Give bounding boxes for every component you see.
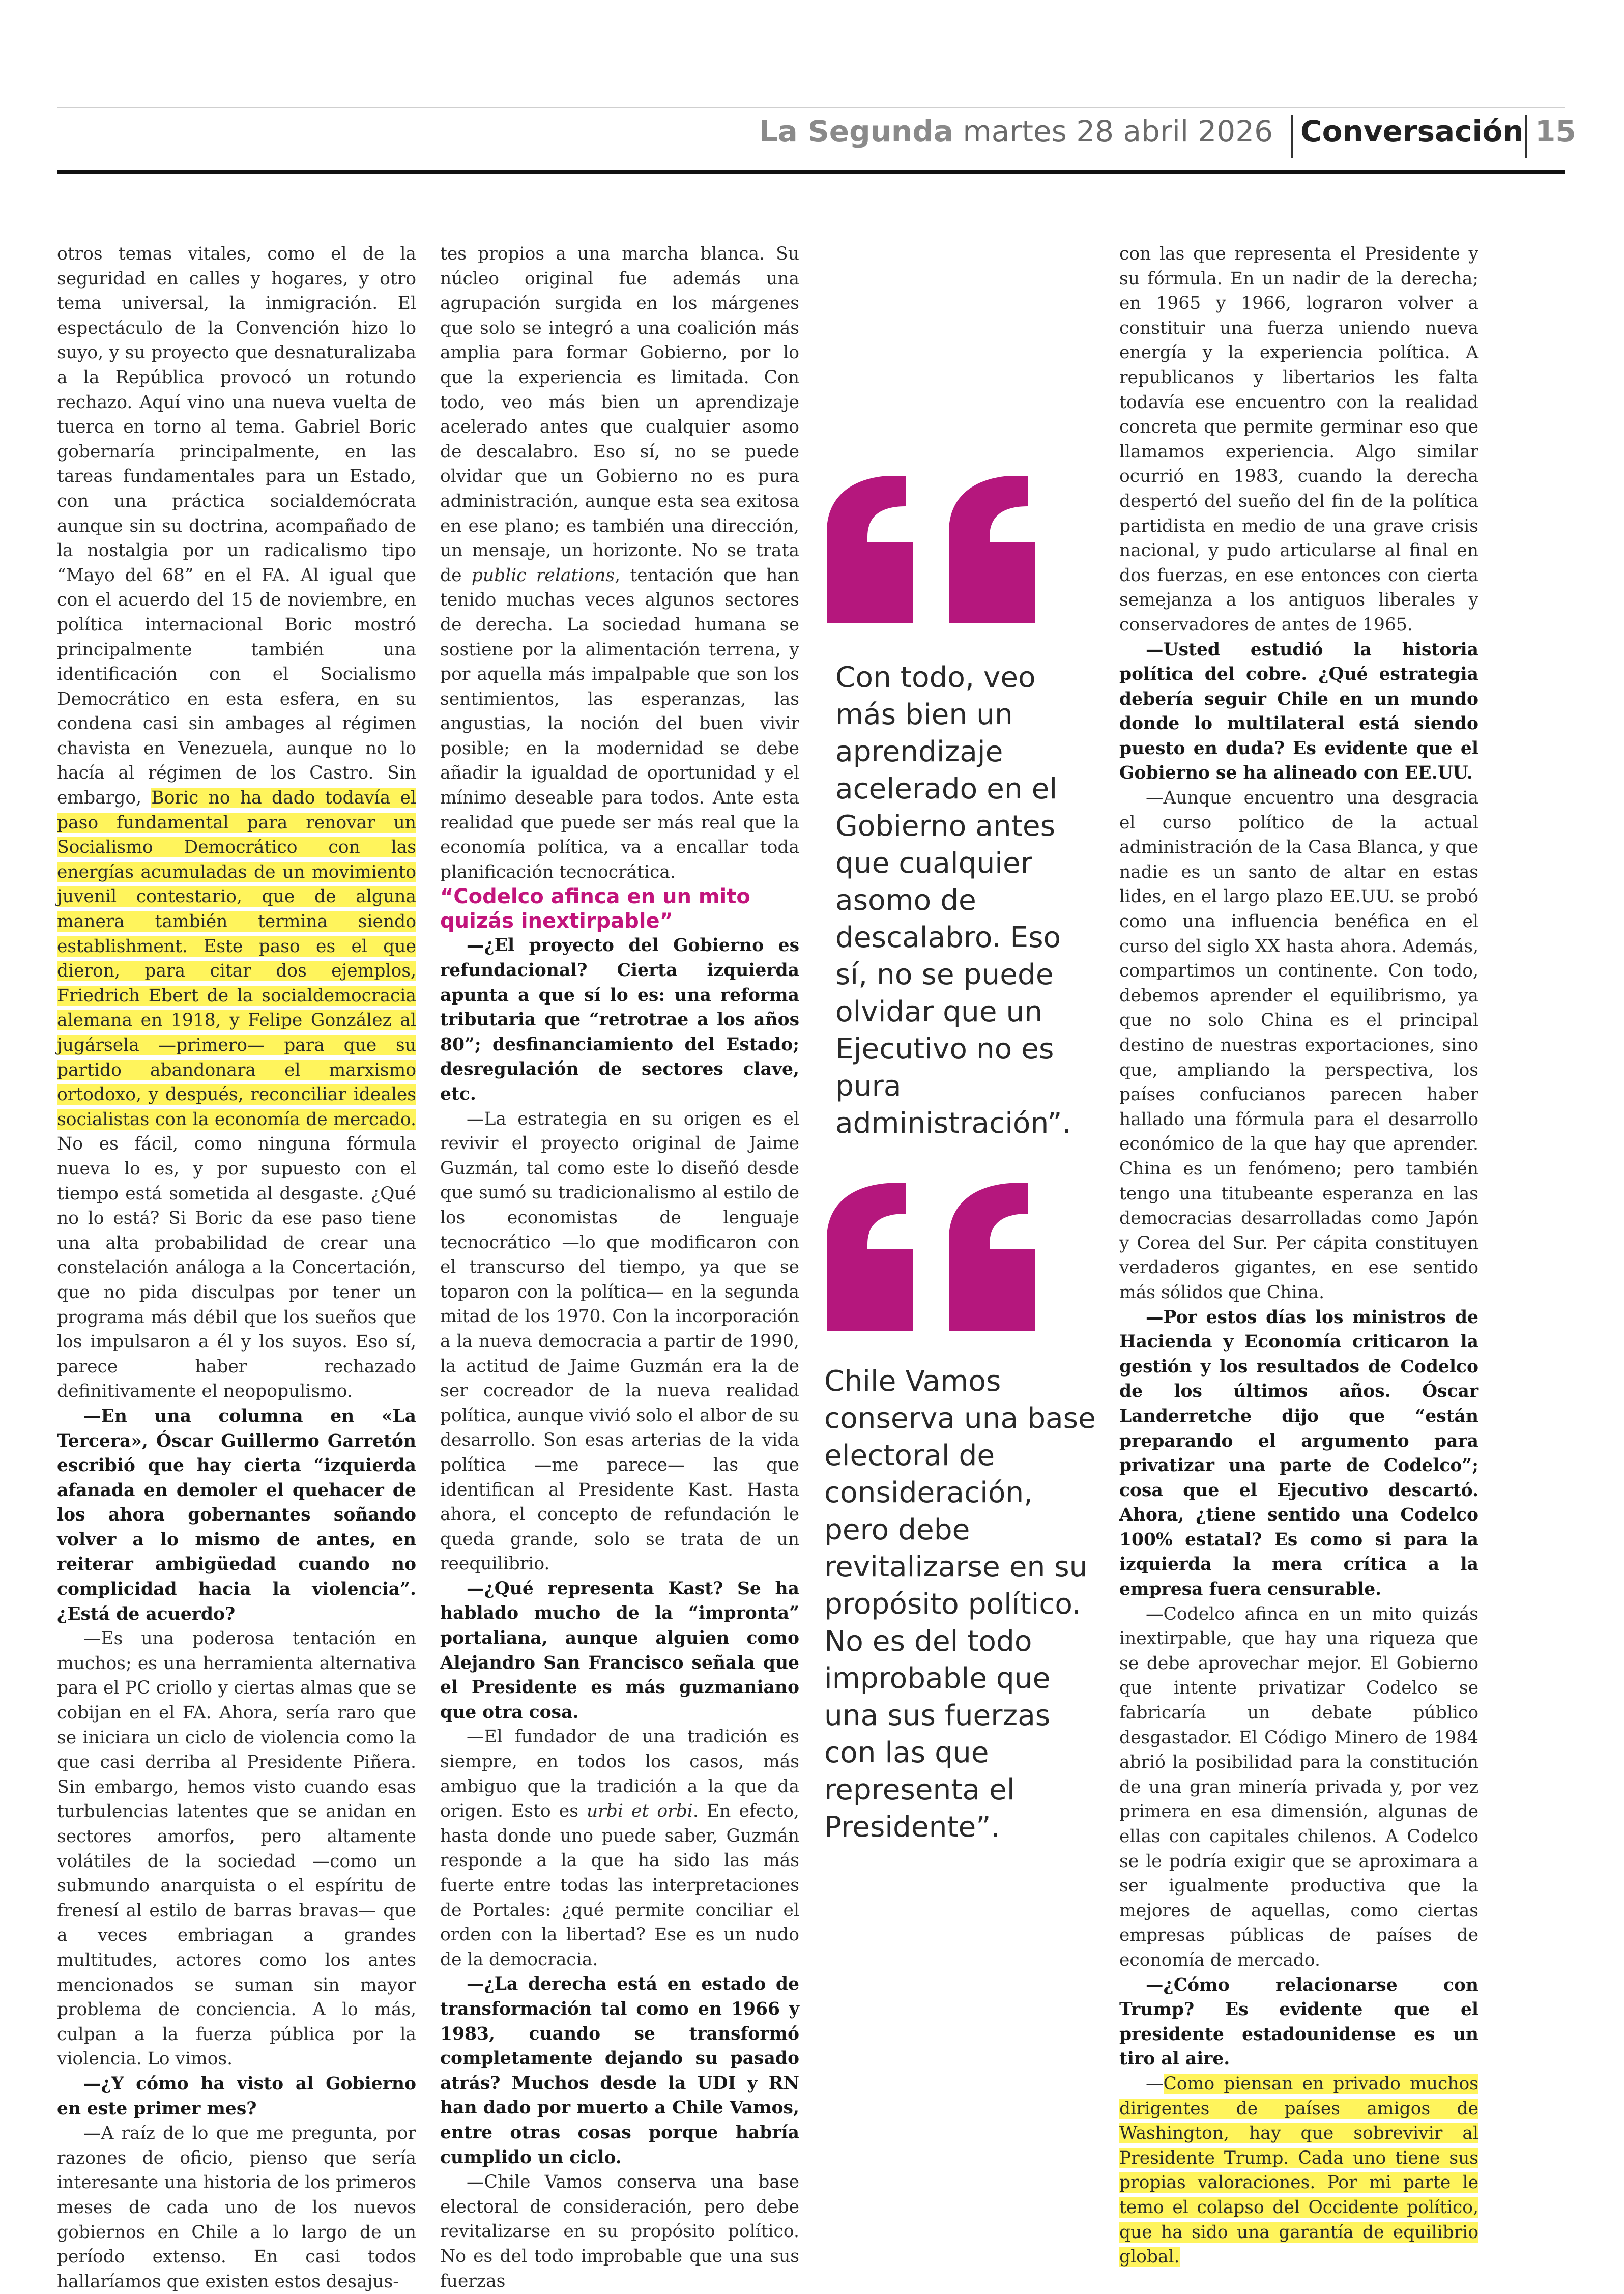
header-rule: [57, 170, 1565, 174]
paragraph: con las que representa el Presidente y su fórmula. En un nadir de la derecha; en 1965 y 1966, lograron volver a constituir una fuerza uniendo nueva energía y la experiencia política. A republicanos y libertarios les falta todavía ese encuentro con la realidad concreta que permite germinar eso que llamamos experiencia. Algo similar ocurrió en 1983, cuando la derecha despertó del sueño del fin de la política partidista en medio de una grave crisis nacional, y pudo articularse al final en dos fuerzas, en ese entonces con cierta semejanza a los antiguos liberales y conservadores de antes de 1965.: [1119, 244, 1478, 635]
interview-question: —¿Qué representa Kast? Se ha hablado mucho de la “impronta” portaliana, aunque alguien como Alejandro San Francisco señala que el Presidente es más guzmaniano que otra cosa.: [440, 1578, 799, 1723]
page-number: 15: [1535, 114, 1576, 149]
subheading: “Codelco afinca en un mito quizás inextirpable”: [440, 885, 750, 933]
column-2: [440, 242, 799, 2293]
interview-answer: —Es una poderosa tentación en muchos; es una herramienta alternativa para el PC criollo y ciertas almas que se cobijan en el FA. Ahora, sería raro que se iniciara un ciclo de violencia como la que casi derriba al Presidente Piñera. Sin embargo, hemos visto cuando esas turbulencias latentes que se anidan en sectores amorfos, pero altamente volátiles de la sociedad —como un submundo anarquista o el espíritu de frenesí al estilo de barras bravas— que a veces embriagan a grandes multitudes, actores como los antes mencionados se suman sin mayor problema de conciencia. A lo más, culpan a la fuerza pública por la violencia. Lo vimos.: [57, 1628, 416, 2070]
page-header: [57, 112, 1576, 168]
header-paper-date: [759, 114, 1273, 149]
header-divider: [1291, 115, 1293, 158]
column-1: [57, 242, 416, 2294]
interview-answer: —El fundador de una tradición es siempre, en todos los casos, más ambiguo que la tradición a la que da origen. Esto es urbi et orbi. En efecto, hasta donde uno puede saber, Guzmán responde a la que ha sido las más fuerte entre todas las interpretaciones de Portales: ¿qué permite conciliar el orden con la libertad? Ese es un nudo de la democracia.: [440, 1727, 799, 1970]
interview-answer: —Chile Vamos conserva una base electoral de consideración, pero debe revitalizarse en su propósito político. No es del todo improbable que una sus fuerzas: [440, 2172, 799, 2291]
top-hairline: [57, 107, 1565, 108]
interview-answer: —Codelco afinca en un mito quizás inextirpable, que hay una riqueza que se debe aprovechar mejor. El Gobierno que intente privatizar Codelco se fabricaría un debate público desgastador. El Código Minero de 1984 abrió la posibilidad para la constitución de una gran minería privada y, por vez primera en esa dimensión, algunas de ellas con capitales chilenos. A Codelco se le podría exigir que se aproximara a ser igualmente productiva que la mejores de aquellas, como ciertas empresas públicas de países de economía de mercado.: [1119, 1603, 1478, 1970]
highlighted-passage: Como piensan en privado muchos dirigentes de países amigos de Washington, hay que sobrevivir al Presidente Trump. Cada uno tiene sus propias valoraciones. Por mi parte le temo el colapso del Occidente político, que ha sido una garantía de equilibrio global.: [1119, 2073, 1478, 2268]
interview-answer: —La estrategia en su origen es el revivir el proyecto original de Jaime Guzmán, tal como este lo diseñó desde que sumó su tradicionalismo al estilo de los economistas de lenguaje tecnocrático —lo que modificaron con el transcurso del tiempo, ya que se toparon con la política— en la segunda mitad de los 1970. Con la incorporación a la nueva democracia a partir de 1990, la actitud de Jaime Guzmán era la de ser cocreador de la nueva realidad política, aunque vivió solo el albor de su desarrollo. Son esas arterias de la vida política —me parece— las que identifican al Presidente Kast. Hasta ahora, el concepto de refundación le queda grande, solo se trata de un reequilibrio.: [440, 1108, 799, 1574]
interview-answer: —Como piensan en privado muchos dirigentes de países amigos de Washington, hay que sobrevivir al Presidente Trump. Cada uno tiene sus propias valoraciones. Por mi parte le temo el colapso del Occidente político, que ha sido una garantía de equilibrio global.: [1119, 2073, 1478, 2268]
pull-quote: Chile Vamos conserva una base electoral de consideración, pero debe revitalizarse en su propósito político. No es del todo improbable que una sus fuerzas con las que representa el Presidente”.: [824, 1365, 1096, 1844]
interview-question: —¿Y cómo ha visto al Gobierno en este primer mes?: [57, 2073, 416, 2119]
paper-name: La Segunda: [759, 114, 953, 149]
interview-answer: —A raíz de lo que me pregunta, por razones de oficio, pienso que sería interesante una historia de los primeros meses de cada uno de los nuevos gobiernos en Chile a lo largo de un período extenso. En casi todos hallaríamos que existen estos desajus-: [57, 2123, 416, 2292]
interview-question: —Usted estudió la historia política del cobre. ¿Qué estrategia debería seguir Chile en un mundo donde lo multilateral está siendo puesto en duda? Es evidente que el Gobierno se ha alineado con EE.UU.: [1119, 639, 1478, 784]
quote-mark-icon: [827, 1183, 1046, 1331]
highlighted-passage: Boric no ha dado todavía el paso fundamental para renovar un Socialismo Democrático con las energías acumuladas de un movimiento juvenil contestario, que de alguna manera también termina siendo establishment. Este paso es el que dieron, para citar dos ejemplos, Friedrich Ebert de la socialdemocracia alemana en 1918, y Felipe González al jugársela —primero— para que su partido abandonara el marxismo ortodoxo, y después, reconciliar ideales socialistas con la economía de mercado.: [57, 788, 416, 1130]
interview-question: —¿Cómo relacionarse con Trump? Es evidente que el presidente estadounidense es un tiro al aire.: [1119, 1974, 1478, 2070]
quote-mark-icon: [827, 476, 1046, 623]
paragraph: otros temas vitales, como el de la seguridad en calles y hogares, y otro tema universal, la inmigración. El espectáculo de la Convención hizo lo suyo, y su proyecto que desnaturalizaba a la República provocó un rotundo rechazo. Aquí vino una nueva vuelta de tuerca en torno al tema. Gabriel Boric gobernaría principalmente, en las tareas fundamentales para un Estado, con una práctica socialdemócrata aunque sin su doctrina, acompañado de la nostalgia por un radicalismo tipo “Mayo del 68” en el FA. Al igual que con el acuerdo del 15 de noviembre, en política internacional Boric mostró principalmente también una identificación con el Socialismo Democrático en esta esfera, en su condena casi sin ambages al régimen chavista en Venezuela, aunque no lo hacía al régimen de los Castro. Sin embargo, Boric no ha dado todavía el paso fundamental para renovar un Socialismo Democrático con las energías acumuladas de un movimiento juvenil contestario, que de alguna manera también termina siendo establishment. Este paso es el que dieron, para citar dos ejemplos, Friedrich Ebert de la socialdemocracia alemana en 1918, y Felipe González al jugársela —primero— para que su partido abandonara el marxismo ortodoxo, y después, reconciliar ideales socialistas con la economía de mercado. No es fácil, como ninguna fórmula nueva lo es, y por supuesto con el tiempo está sometida al desgaste. ¿Qué no lo está? Si Boric da ese paso tiene una alta probabilidad de crear una constelación análoga a la Concertación, que no pida disculpas por tener un programa más débil que los sueños que los impulsaron a él y los suyos. Eso sí, parece haber rechazado definitivamente el neopopulismo.: [57, 244, 416, 1402]
column-3: [1119, 242, 1478, 2270]
section-name: Conversación: [1300, 114, 1524, 149]
interview-question: —¿La derecha está en estado de transformación tal como en 1966 y 1983, cuando se transformó completamente dejando su pasado atrás? Muchos desde la UDI y RN han dado por muerto a Chile Vamos, entre otras cosas porque habría cumplido un ciclo.: [440, 1974, 799, 2168]
interview-question: —Por estos días los ministros de Hacienda y Economía criticaron la gestión y los resultados de Codelco de los últimos años. Óscar Landerretche dijo que “están preparando el argumento para privatizar una parte de Codelco”; cosa que el Ejecutivo descartó. Ahora, ¿tiene sentido una Codelco 100% estatal? Es como si para la izquierda la mera crítica a la empresa fuera censurable.: [1119, 1307, 1478, 1600]
interview-question: —¿El proyecto del Gobierno es refundacional? Cierta izquierda apunta a que sí lo es: una reforma tributaria que “retrotrae a los años 80”; desfinanciamiento del Estado; desregulación de sectores clave, etc.: [440, 935, 799, 1104]
pull-quote: Con todo, veo más bien un aprendizaje acelerado en el Gobierno antes que cualquier asomo de descalabro. Eso sí, no se puede olvidar que un Ejecutivo no es pura administración”.: [835, 661, 1071, 1140]
issue-date: martes 28 abril 2026: [963, 114, 1273, 149]
interview-question: —En una columna en «La Tercera», Óscar Guillermo Garretón escribió que hay cierta “izquierda afanada en demoler el quehacer de los ahora gobernantes soñando volver a lo mismo de antes, en reiterar ambigüedad cuando no complicidad hacia la violencia”. ¿Está de acuerdo?: [57, 1406, 416, 1624]
header-divider: [1525, 115, 1527, 158]
interview-answer: —Aunque encuentro una desgracia el curso político de la actual administración de la Casa Blanca, y que nadie es un santo de altar en estas lides, en el largo plazo EE.UU. se probó como una influencia benéfica en el curso del siglo XX hasta ahora. Además, compartimos un continente. Con todo, debemos aprender el equilibrismo, ya que no solo China es el principal destino de nuestras exportaciones, sino que, ampliando la perspectiva, los países confucianos parecen haber hallado una fórmula para el desarrollo económico de la que hay que aprender. China es un fenómeno; pero también tengo una titubeante esperanza en las democracias desarrolladas como Japón y Corea del Sur. Per cápita constituyen verdaderos gigantes, en ese sentido más sólidos que China.: [1119, 788, 1478, 1303]
paragraph: tes propios a una marcha blanca. Su núcleo original fue además una agrupación surgida en los márgenes que solo se integró a una coalición más amplia para formar Gobierno, por lo que la experiencia es limitada. Con todo, veo más bien un aprendizaje acelerado antes que cualquier asomo de descalabro. Eso sí, no se puede olvidar que un Gobierno no es pura administración, aunque esta sea exitosa en ese plano; es también una dirección, un mensaje, un horizonte. No se trata de public relations, tentación que han tenido muchas veces algunos sectores de derecha. La sociedad humana se sostiene por la alimentación terrena, y por aquella más impalpable que son los sentimientos, las esperanzas, las angustias, la noción del buen vivir posible; en la modernidad se debe añadir la igualdad de oportunidad y el mínimo deseable para todos. Ante esta realidad que puede ser más real que la economía política, va a encallar toda planificación tecnocrática.: [440, 244, 799, 882]
